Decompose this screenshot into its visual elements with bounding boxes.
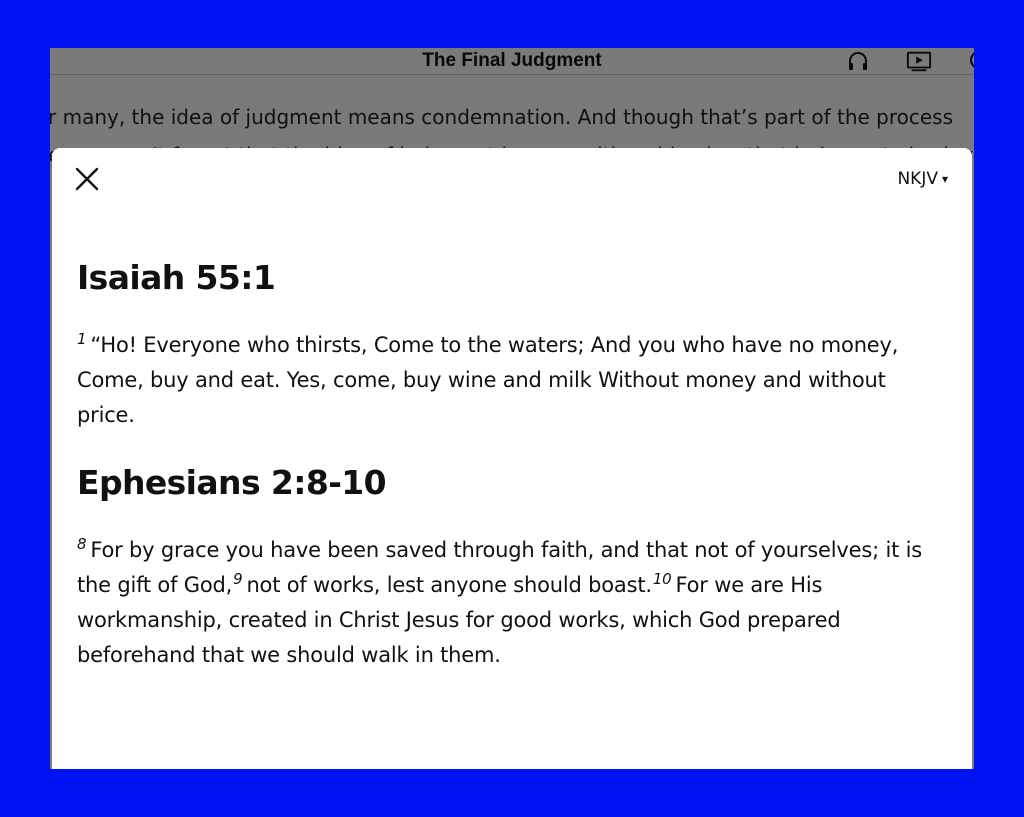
verse-text: not of works, lest anyone should boast.	[246, 573, 652, 597]
verse-number: 1	[77, 330, 87, 348]
verse-number: 8	[77, 535, 87, 553]
verse-number: 10	[652, 570, 672, 588]
app-window	[50, 48, 974, 769]
verse-text: “Ho! Everyone who thirsts, Come to the waters; And you who have no money, Come, buy and eat. Yes, come, buy wine and milk Without money and without price.	[77, 333, 899, 427]
passage-content	[77, 258, 927, 703]
version-label: NKJV	[897, 169, 938, 189]
verse-text: For we are His workmanship, created in Christ Jesus for good works, which God prepared beforehand that we should walk in them.	[77, 573, 841, 667]
caret-down-icon: ▾	[941, 172, 948, 186]
close-icon	[72, 164, 102, 194]
passage-text	[77, 533, 927, 673]
passage-text	[77, 328, 927, 433]
verse-text: For by grace you have been saved through faith, and that not of yourselves; it is the gift of God,	[77, 538, 922, 597]
scripture-modal	[52, 148, 972, 769]
close-button[interactable]	[72, 164, 102, 194]
version-selector[interactable]	[897, 168, 948, 190]
verse-number: 9	[233, 570, 243, 588]
passage-reference: Ephesians 2:8-10	[77, 463, 387, 502]
passage-reference: Isaiah 55:1	[77, 258, 276, 297]
